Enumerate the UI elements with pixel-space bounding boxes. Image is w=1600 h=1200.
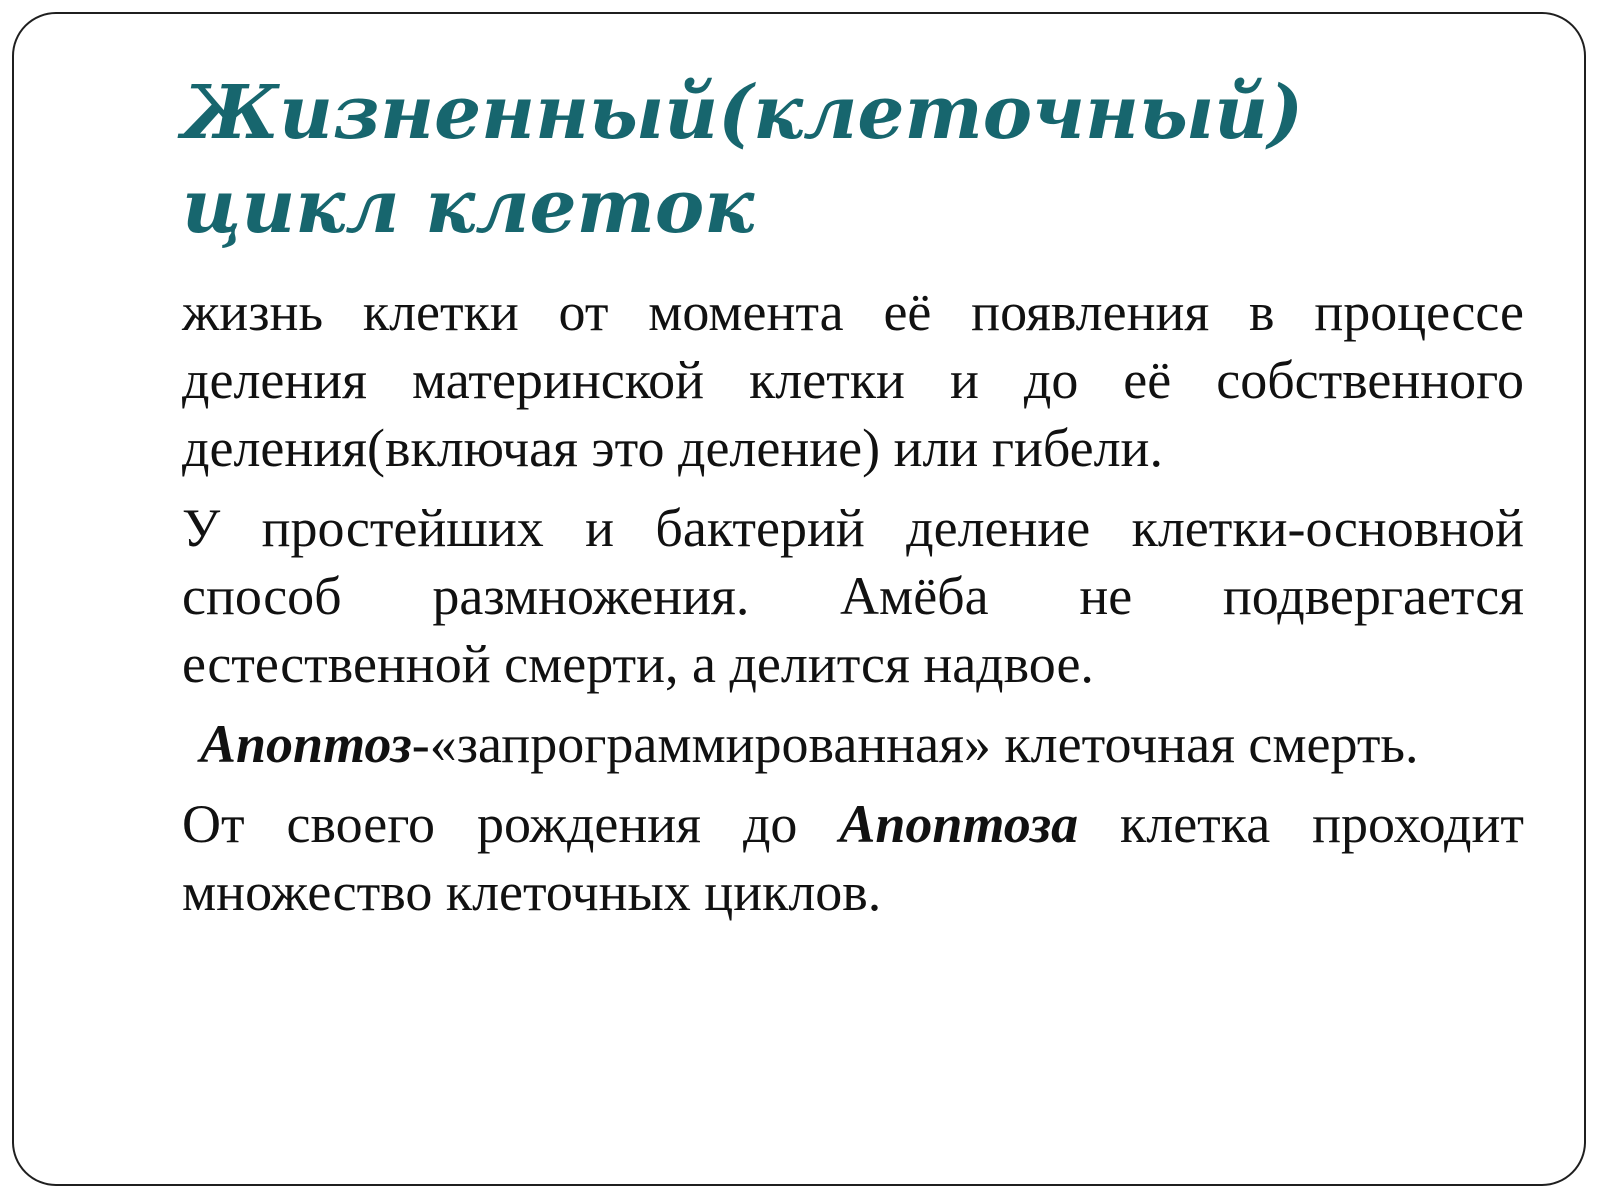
term-apoptosis-genitive: Апоптоза bbox=[839, 794, 1079, 854]
slide-title: Жизненный(клеточный) цикл клеток bbox=[182, 70, 1304, 250]
cycles-text-after: клетка проходит множество клеточных циклов. bbox=[182, 794, 1524, 922]
slide-body bbox=[182, 278, 1524, 938]
paragraph-cycles bbox=[182, 790, 1524, 926]
paragraph-protozoa: У простейших и бактерий деление клетки-основной способ размножения. Амёба не подвергается естественной смерти, а делится надвое. bbox=[182, 498, 1524, 694]
paragraph-apoptosis bbox=[182, 710, 1524, 778]
slide-frame bbox=[12, 12, 1586, 1186]
paragraph-definition: жизнь клетки от момента её появления в процессе деления материнской клетки и до её собственного деления(включая это деление) или гибели. bbox=[182, 282, 1524, 478]
apoptosis-definition: -«запрограммированная» клеточная смерть. bbox=[411, 714, 1419, 774]
term-apoptosis: Апоптоз bbox=[200, 714, 412, 774]
cycles-text-before: От своего рождения до bbox=[182, 794, 840, 854]
